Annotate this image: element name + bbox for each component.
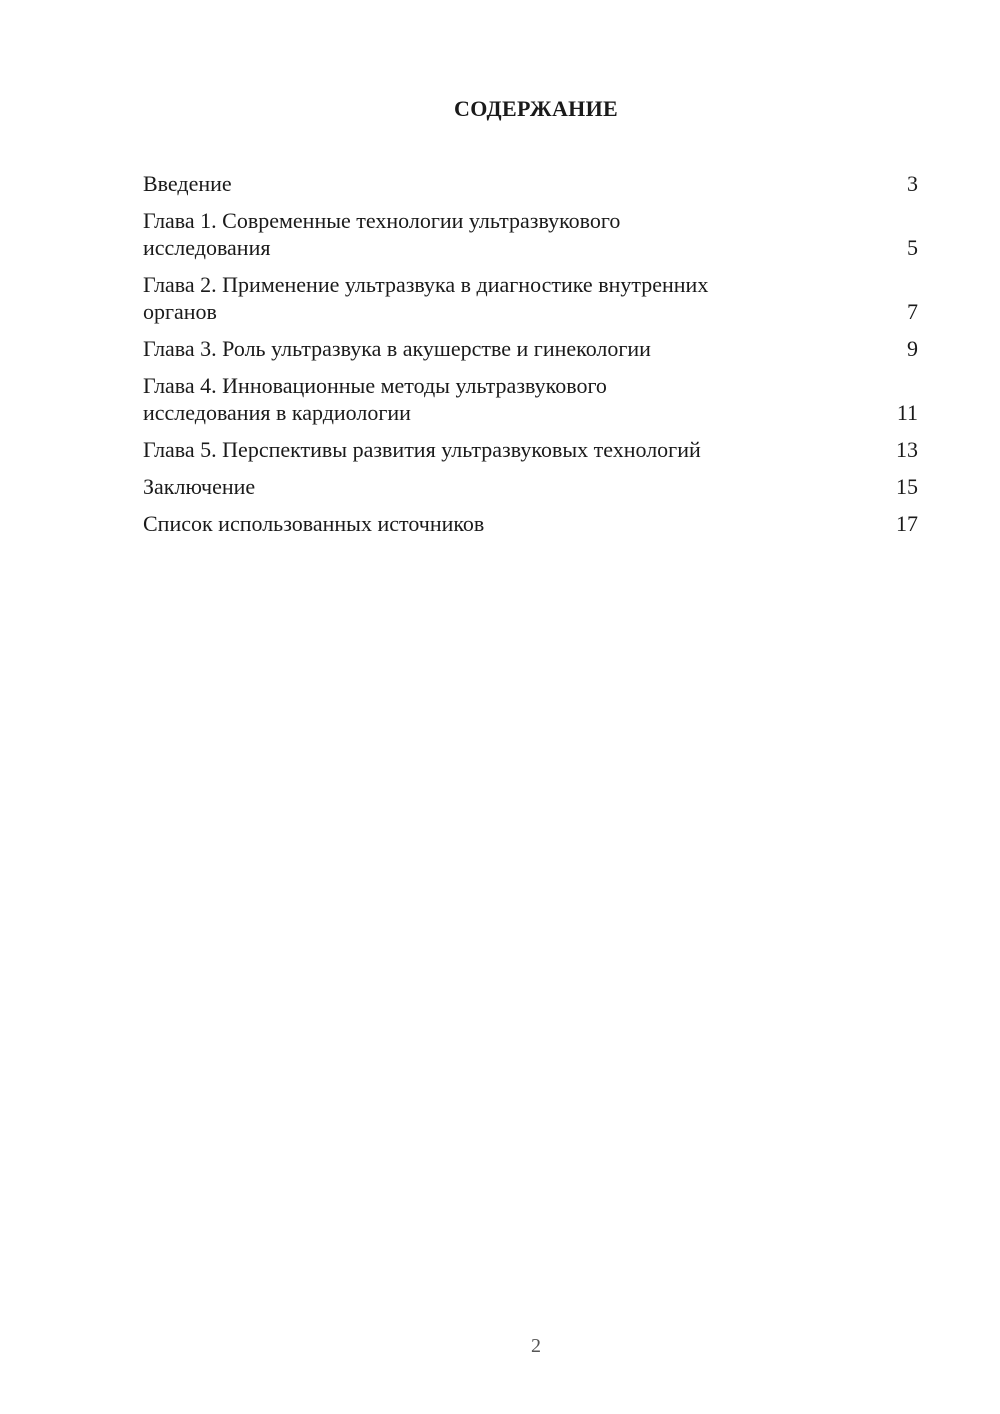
- toc-entry-title: Заключение: [143, 474, 256, 499]
- toc-entry-title: Глава 2. Применение ультразвука в диагностике внутренних органов: [143, 272, 709, 324]
- toc-entry-title: Список использованных источников: [143, 511, 485, 536]
- toc-entry-page: 9: [907, 336, 918, 361]
- page-number: 2: [531, 1335, 541, 1357]
- toc-entry-chapter-1[interactable]: [143, 207, 918, 261]
- toc-entry-chapter-5[interactable]: [143, 436, 918, 463]
- toc-entry-references[interactable]: [143, 510, 918, 537]
- toc-entry-page: 13: [896, 437, 918, 462]
- toc-entry-introduction[interactable]: [143, 170, 918, 197]
- toc-entry-title: Глава 4. Инновационные методы ультразвукового исследования в кардиологии: [143, 373, 607, 425]
- toc-entry-chapter-3[interactable]: [143, 335, 918, 362]
- toc-entry-page: 5: [907, 235, 918, 260]
- toc-entry-title: Введение: [143, 171, 232, 196]
- toc-entry-page: 7: [907, 299, 918, 324]
- toc-entry-page: 3: [907, 171, 918, 196]
- toc-entry-title: Глава 3. Роль ультразвука в акушерстве и гинекологии: [143, 336, 651, 361]
- toc-entry-title: Глава 5. Перспективы развития ультразвуковых технологий: [143, 437, 701, 462]
- toc-entry-page: 15: [896, 474, 918, 499]
- toc-entry-chapter-2[interactable]: [143, 271, 918, 325]
- toc-entry-title: Глава 1. Современные технологии ультразвукового исследования: [143, 208, 621, 260]
- table-of-contents: [143, 170, 918, 547]
- toc-entry-page: 11: [896, 400, 918, 425]
- toc-entry-page: 17: [896, 511, 918, 536]
- toc-entry-conclusion[interactable]: [143, 473, 918, 500]
- toc-entry-chapter-4[interactable]: [143, 372, 918, 426]
- toc-heading: СОДЕРЖАНИЕ: [454, 96, 618, 121]
